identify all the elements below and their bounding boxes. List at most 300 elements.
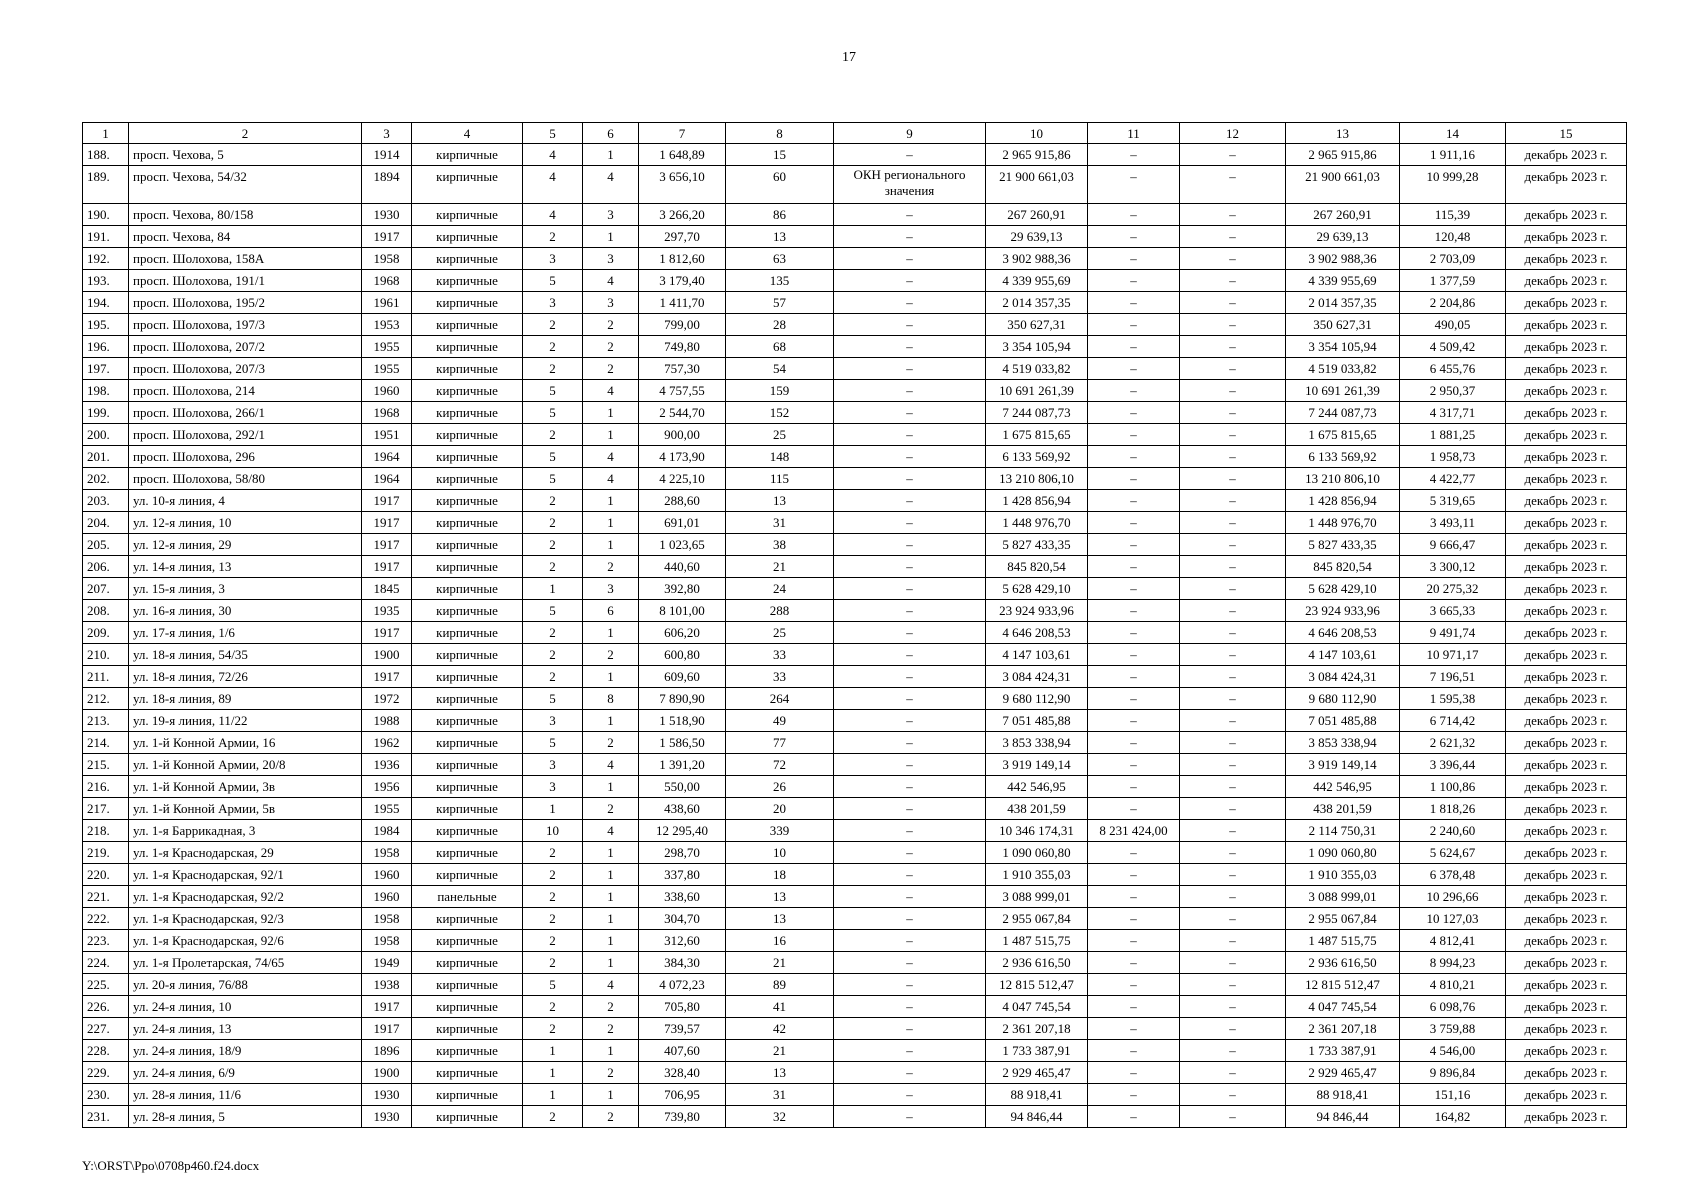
cost-col13-cell: 1 675 815,65	[1286, 424, 1400, 446]
cost-col11-cell: –	[1088, 908, 1180, 930]
residents-cell: 86	[726, 204, 834, 226]
row-number: 196.	[83, 336, 129, 358]
year-cell: 1956	[362, 776, 412, 798]
area-cell: 1 023,65	[639, 534, 726, 556]
cost-col13-cell: 4 339 955,69	[1286, 270, 1400, 292]
area-cell: 1 518,90	[639, 710, 726, 732]
deadline-cell: декабрь 2023 г.	[1506, 512, 1627, 534]
row-number: 208.	[83, 600, 129, 622]
heritage-status-cell: –	[834, 490, 986, 512]
cost-col13-cell: 1 428 856,94	[1286, 490, 1400, 512]
entrances-cell: 2	[583, 336, 639, 358]
total-cost-cell: 3 853 338,94	[986, 732, 1088, 754]
row-number: 218.	[83, 820, 129, 842]
address-cell: просп. Шолохова, 158А	[129, 248, 362, 270]
cost-per-sqm-cell: 1 100,86	[1400, 776, 1506, 798]
floors-cell: 2	[523, 1106, 583, 1128]
cost-col13-cell: 1 448 976,70	[1286, 512, 1400, 534]
cost-col13-cell: 2 955 067,84	[1286, 908, 1400, 930]
cost-col13-cell: 4 147 103,61	[1286, 644, 1400, 666]
table-row	[83, 996, 1627, 1018]
entrances-cell: 6	[583, 600, 639, 622]
year-cell: 1845	[362, 578, 412, 600]
heritage-status-cell: –	[834, 1018, 986, 1040]
address-cell: просп. Шолохова, 195/2	[129, 292, 362, 314]
deadline-cell: декабрь 2023 г.	[1506, 1084, 1627, 1106]
deadline-cell: декабрь 2023 г.	[1506, 490, 1627, 512]
cost-col12-cell: –	[1180, 1106, 1286, 1128]
row-number: 206.	[83, 556, 129, 578]
year-cell: 1917	[362, 512, 412, 534]
row-number: 230.	[83, 1084, 129, 1106]
year-cell: 1900	[362, 644, 412, 666]
wall-material-cell: кирпичные	[412, 864, 523, 886]
row-number: 192.	[83, 248, 129, 270]
heritage-status-cell: –	[834, 776, 986, 798]
table-row	[83, 886, 1627, 908]
cost-col11-cell: –	[1088, 600, 1180, 622]
cost-per-sqm-cell: 6 455,76	[1400, 358, 1506, 380]
cost-col12-cell: –	[1180, 1062, 1286, 1084]
deadline-cell: декабрь 2023 г.	[1506, 622, 1627, 644]
table-row	[83, 930, 1627, 952]
cost-col12-cell: –	[1180, 380, 1286, 402]
row-number: 231.	[83, 1106, 129, 1128]
cost-col11-cell: –	[1088, 358, 1180, 380]
year-cell: 1930	[362, 1084, 412, 1106]
area-cell: 4 757,55	[639, 380, 726, 402]
total-cost-cell: 1 090 060,80	[986, 842, 1088, 864]
total-cost-cell: 1 910 355,03	[986, 864, 1088, 886]
cost-col11-cell: –	[1088, 1018, 1180, 1040]
table-row	[83, 556, 1627, 578]
cost-col12-cell: –	[1180, 468, 1286, 490]
year-cell: 1914	[362, 144, 412, 166]
table-row	[83, 710, 1627, 732]
residents-cell: 31	[726, 512, 834, 534]
address-cell: просп. Шолохова, 207/3	[129, 358, 362, 380]
year-cell: 1958	[362, 842, 412, 864]
area-cell: 1 411,70	[639, 292, 726, 314]
cost-col11-cell: –	[1088, 886, 1180, 908]
area-cell: 298,70	[639, 842, 726, 864]
total-cost-cell: 1 733 387,91	[986, 1040, 1088, 1062]
address-cell: просп. Шолохова, 197/3	[129, 314, 362, 336]
floors-cell: 5	[523, 270, 583, 292]
cost-col12-cell: –	[1180, 886, 1286, 908]
cost-per-sqm-cell: 5 319,65	[1400, 490, 1506, 512]
wall-material-cell: кирпичные	[412, 578, 523, 600]
total-cost-cell: 1 428 856,94	[986, 490, 1088, 512]
cost-per-sqm-cell: 2 950,37	[1400, 380, 1506, 402]
cost-col11-cell: –	[1088, 270, 1180, 292]
residents-cell: 264	[726, 688, 834, 710]
total-cost-cell: 4 646 208,53	[986, 622, 1088, 644]
area-cell: 1 391,20	[639, 754, 726, 776]
column-number-row	[83, 123, 1627, 144]
deadline-cell: декабрь 2023 г.	[1506, 732, 1627, 754]
area-cell: 609,60	[639, 666, 726, 688]
area-cell: 338,60	[639, 886, 726, 908]
table-row	[83, 1062, 1627, 1084]
residents-cell: 31	[726, 1084, 834, 1106]
cost-per-sqm-cell: 2 703,09	[1400, 248, 1506, 270]
total-cost-cell: 29 639,13	[986, 226, 1088, 248]
heritage-status-cell: ОКН регионального значения	[834, 166, 986, 204]
entrances-cell: 1	[583, 144, 639, 166]
residents-cell: 72	[726, 754, 834, 776]
residents-cell: 13	[726, 908, 834, 930]
year-cell: 1961	[362, 292, 412, 314]
area-cell: 600,80	[639, 644, 726, 666]
address-cell: просп. Шолохова, 58/80	[129, 468, 362, 490]
floors-cell: 4	[523, 144, 583, 166]
cost-per-sqm-cell: 9 666,47	[1400, 534, 1506, 556]
cost-col12-cell: –	[1180, 798, 1286, 820]
heritage-status-cell: –	[834, 556, 986, 578]
total-cost-cell: 7 244 087,73	[986, 402, 1088, 424]
cost-col13-cell: 3 902 988,36	[1286, 248, 1400, 270]
address-cell: ул. 1-я Краснодарская, 92/1	[129, 864, 362, 886]
area-cell: 407,60	[639, 1040, 726, 1062]
table-row	[83, 204, 1627, 226]
address-cell: ул. 1-й Конной Армии, 20/8	[129, 754, 362, 776]
cost-col12-cell: –	[1180, 424, 1286, 446]
heritage-status-cell: –	[834, 886, 986, 908]
entrances-cell: 1	[583, 710, 639, 732]
cost-col12-cell: –	[1180, 600, 1286, 622]
floors-cell: 5	[523, 732, 583, 754]
entrances-cell: 1	[583, 952, 639, 974]
deadline-cell: декабрь 2023 г.	[1506, 1062, 1627, 1084]
deadline-cell: декабрь 2023 г.	[1506, 204, 1627, 226]
address-cell: ул. 1-я Краснодарская, 92/2	[129, 886, 362, 908]
area-cell: 328,40	[639, 1062, 726, 1084]
wall-material-cell: кирпичные	[412, 908, 523, 930]
year-cell: 1935	[362, 600, 412, 622]
column-header: 3	[362, 123, 412, 144]
total-cost-cell: 3 902 988,36	[986, 248, 1088, 270]
entrances-cell: 1	[583, 842, 639, 864]
residents-cell: 24	[726, 578, 834, 600]
cost-per-sqm-cell: 3 759,88	[1400, 1018, 1506, 1040]
cost-per-sqm-cell: 490,05	[1400, 314, 1506, 336]
address-cell: ул. 20-я линия, 76/88	[129, 974, 362, 996]
cost-col12-cell: –	[1180, 226, 1286, 248]
residents-cell: 38	[726, 534, 834, 556]
cost-col13-cell: 442 546,95	[1286, 776, 1400, 798]
residents-cell: 15	[726, 144, 834, 166]
heritage-status-cell: –	[834, 534, 986, 556]
area-cell: 691,01	[639, 512, 726, 534]
wall-material-cell: кирпичные	[412, 952, 523, 974]
floors-cell: 3	[523, 292, 583, 314]
cost-per-sqm-cell: 4 317,71	[1400, 402, 1506, 424]
cost-col12-cell: –	[1180, 1084, 1286, 1106]
heritage-status-cell: –	[834, 468, 986, 490]
cost-col11-cell: –	[1088, 144, 1180, 166]
year-cell: 1917	[362, 996, 412, 1018]
deadline-cell: декабрь 2023 г.	[1506, 144, 1627, 166]
deadline-cell: декабрь 2023 г.	[1506, 908, 1627, 930]
wall-material-cell: кирпичные	[412, 204, 523, 226]
area-cell: 4 225,10	[639, 468, 726, 490]
deadline-cell: декабрь 2023 г.	[1506, 270, 1627, 292]
deadline-cell: декабрь 2023 г.	[1506, 578, 1627, 600]
cost-col11-cell: –	[1088, 1062, 1180, 1084]
area-cell: 1 648,89	[639, 144, 726, 166]
deadline-cell: декабрь 2023 г.	[1506, 666, 1627, 688]
wall-material-cell: кирпичные	[412, 930, 523, 952]
column-header: 5	[523, 123, 583, 144]
year-cell: 1917	[362, 556, 412, 578]
residents-cell: 13	[726, 1062, 834, 1084]
entrances-cell: 3	[583, 292, 639, 314]
deadline-cell: декабрь 2023 г.	[1506, 1106, 1627, 1128]
area-cell: 384,30	[639, 952, 726, 974]
cost-col13-cell: 2 965 915,86	[1286, 144, 1400, 166]
residents-cell: 32	[726, 1106, 834, 1128]
cost-col11-cell: –	[1088, 1040, 1180, 1062]
year-cell: 1900	[362, 1062, 412, 1084]
total-cost-cell: 4 047 745,54	[986, 996, 1088, 1018]
floors-cell: 2	[523, 1018, 583, 1040]
table-row	[83, 1018, 1627, 1040]
cost-per-sqm-cell: 10 971,17	[1400, 644, 1506, 666]
address-cell: ул. 24-я линия, 6/9	[129, 1062, 362, 1084]
floors-cell: 1	[523, 1062, 583, 1084]
year-cell: 1955	[362, 336, 412, 358]
deadline-cell: декабрь 2023 г.	[1506, 248, 1627, 270]
row-number: 200.	[83, 424, 129, 446]
entrances-cell: 2	[583, 732, 639, 754]
year-cell: 1917	[362, 490, 412, 512]
entrances-cell: 1	[583, 534, 639, 556]
area-cell: 440,60	[639, 556, 726, 578]
area-cell: 438,60	[639, 798, 726, 820]
cost-col13-cell: 94 846,44	[1286, 1106, 1400, 1128]
address-cell: ул. 1-я Краснодарская, 29	[129, 842, 362, 864]
entrances-cell: 4	[583, 380, 639, 402]
table-row	[83, 270, 1627, 292]
floors-cell: 4	[523, 204, 583, 226]
row-number: 216.	[83, 776, 129, 798]
address-cell: ул. 24-я линия, 18/9	[129, 1040, 362, 1062]
cost-col12-cell: –	[1180, 270, 1286, 292]
entrances-cell: 1	[583, 1040, 639, 1062]
cost-per-sqm-cell: 151,16	[1400, 1084, 1506, 1106]
year-cell: 1988	[362, 710, 412, 732]
wall-material-cell: кирпичные	[412, 380, 523, 402]
column-header: 10	[986, 123, 1088, 144]
total-cost-cell: 4 147 103,61	[986, 644, 1088, 666]
heritage-status-cell: –	[834, 600, 986, 622]
entrances-cell: 2	[583, 358, 639, 380]
year-cell: 1896	[362, 1040, 412, 1062]
row-number: 226.	[83, 996, 129, 1018]
heritage-status-cell: –	[834, 204, 986, 226]
deadline-cell: декабрь 2023 г.	[1506, 864, 1627, 886]
cost-col13-cell: 7 244 087,73	[1286, 402, 1400, 424]
year-cell: 1917	[362, 226, 412, 248]
heritage-status-cell: –	[834, 996, 986, 1018]
area-cell: 705,80	[639, 996, 726, 1018]
row-number: 220.	[83, 864, 129, 886]
address-cell: ул. 12-я линия, 29	[129, 534, 362, 556]
total-cost-cell: 9 680 112,90	[986, 688, 1088, 710]
year-cell: 1960	[362, 886, 412, 908]
floors-cell: 2	[523, 864, 583, 886]
deadline-cell: декабрь 2023 г.	[1506, 446, 1627, 468]
heritage-status-cell: –	[834, 144, 986, 166]
address-cell: ул. 10-я линия, 4	[129, 490, 362, 512]
address-cell: ул. 16-я линия, 30	[129, 600, 362, 622]
total-cost-cell: 350 627,31	[986, 314, 1088, 336]
year-cell: 1953	[362, 314, 412, 336]
heritage-status-cell: –	[834, 644, 986, 666]
deadline-cell: декабрь 2023 г.	[1506, 842, 1627, 864]
cost-col11-cell: –	[1088, 776, 1180, 798]
residents-cell: 28	[726, 314, 834, 336]
column-header: 4	[412, 123, 523, 144]
entrances-cell: 1	[583, 864, 639, 886]
year-cell: 1972	[362, 688, 412, 710]
total-cost-cell: 438 201,59	[986, 798, 1088, 820]
cost-col13-cell: 845 820,54	[1286, 556, 1400, 578]
table-row	[83, 842, 1627, 864]
entrances-cell: 3	[583, 204, 639, 226]
cost-per-sqm-cell: 6 714,42	[1400, 710, 1506, 732]
table-row	[83, 864, 1627, 886]
floors-cell: 2	[523, 930, 583, 952]
cost-col13-cell: 4 646 208,53	[1286, 622, 1400, 644]
address-cell: просп. Шолохова, 266/1	[129, 402, 362, 424]
wall-material-cell: кирпичные	[412, 688, 523, 710]
buildings-table	[82, 122, 1627, 1128]
address-cell: просп. Шолохова, 214	[129, 380, 362, 402]
table-row	[83, 402, 1627, 424]
cost-col12-cell: –	[1180, 644, 1286, 666]
cost-per-sqm-cell: 115,39	[1400, 204, 1506, 226]
wall-material-cell: кирпичные	[412, 226, 523, 248]
residents-cell: 60	[726, 166, 834, 204]
cost-col12-cell: –	[1180, 820, 1286, 842]
total-cost-cell: 5 827 433,35	[986, 534, 1088, 556]
row-number: 210.	[83, 644, 129, 666]
floors-cell: 1	[523, 1084, 583, 1106]
row-number: 198.	[83, 380, 129, 402]
entrances-cell: 1	[583, 1084, 639, 1106]
row-number: 205.	[83, 534, 129, 556]
address-cell: просп. Шолохова, 296	[129, 446, 362, 468]
area-cell: 749,80	[639, 336, 726, 358]
table-row	[83, 358, 1627, 380]
floors-cell: 3	[523, 754, 583, 776]
cost-col11-cell: –	[1088, 754, 1180, 776]
year-cell: 1958	[362, 248, 412, 270]
total-cost-cell: 13 210 806,10	[986, 468, 1088, 490]
deadline-cell: декабрь 2023 г.	[1506, 688, 1627, 710]
entrances-cell: 1	[583, 908, 639, 930]
cost-col11-cell: –	[1088, 314, 1180, 336]
floors-cell: 3	[523, 248, 583, 270]
cost-col13-cell: 438 201,59	[1286, 798, 1400, 820]
row-number: 202.	[83, 468, 129, 490]
floors-cell: 2	[523, 952, 583, 974]
address-cell: просп. Шолохова, 207/2	[129, 336, 362, 358]
table-body	[83, 144, 1627, 1128]
deadline-cell: декабрь 2023 г.	[1506, 1018, 1627, 1040]
address-cell: ул. 28-я линия, 5	[129, 1106, 362, 1128]
cost-col12-cell: –	[1180, 144, 1286, 166]
row-number: 209.	[83, 622, 129, 644]
year-cell: 1958	[362, 930, 412, 952]
floors-cell: 2	[523, 908, 583, 930]
floors-cell: 5	[523, 974, 583, 996]
floors-cell: 2	[523, 842, 583, 864]
residents-cell: 77	[726, 732, 834, 754]
floors-cell: 2	[523, 314, 583, 336]
address-cell: ул. 24-я линия, 13	[129, 1018, 362, 1040]
row-number: 193.	[83, 270, 129, 292]
cost-col11-cell: –	[1088, 380, 1180, 402]
cost-per-sqm-cell: 10 127,03	[1400, 908, 1506, 930]
heritage-status-cell: –	[834, 820, 986, 842]
cost-col11-cell: –	[1088, 952, 1180, 974]
row-number: 195.	[83, 314, 129, 336]
residents-cell: 18	[726, 864, 834, 886]
cost-col11-cell: –	[1088, 798, 1180, 820]
heritage-status-cell: –	[834, 446, 986, 468]
wall-material-cell: кирпичные	[412, 144, 523, 166]
residents-cell: 152	[726, 402, 834, 424]
wall-material-cell: панельные	[412, 886, 523, 908]
total-cost-cell: 3 919 149,14	[986, 754, 1088, 776]
area-cell: 739,80	[639, 1106, 726, 1128]
table-row	[83, 688, 1627, 710]
table-row	[83, 292, 1627, 314]
address-cell: ул. 1-я Краснодарская, 92/6	[129, 930, 362, 952]
cost-per-sqm-cell: 9 896,84	[1400, 1062, 1506, 1084]
cost-per-sqm-cell: 4 546,00	[1400, 1040, 1506, 1062]
row-number: 222.	[83, 908, 129, 930]
residents-cell: 135	[726, 270, 834, 292]
cost-per-sqm-cell: 7 196,51	[1400, 666, 1506, 688]
wall-material-cell: кирпичные	[412, 166, 523, 204]
residents-cell: 41	[726, 996, 834, 1018]
area-cell: 8 101,00	[639, 600, 726, 622]
year-cell: 1917	[362, 1018, 412, 1040]
table-row	[83, 600, 1627, 622]
total-cost-cell: 3 084 424,31	[986, 666, 1088, 688]
deadline-cell: декабрь 2023 г.	[1506, 776, 1627, 798]
wall-material-cell: кирпичные	[412, 754, 523, 776]
area-cell: 757,30	[639, 358, 726, 380]
floors-cell: 2	[523, 556, 583, 578]
entrances-cell: 1	[583, 666, 639, 688]
cost-per-sqm-cell: 3 493,11	[1400, 512, 1506, 534]
cost-col13-cell: 1 487 515,75	[1286, 930, 1400, 952]
cost-col11-cell: –	[1088, 226, 1180, 248]
residents-cell: 26	[726, 776, 834, 798]
cost-col12-cell: –	[1180, 908, 1286, 930]
area-cell: 7 890,90	[639, 688, 726, 710]
wall-material-cell: кирпичные	[412, 732, 523, 754]
area-cell: 900,00	[639, 424, 726, 446]
address-cell: ул. 1-й Конной Армии, 16	[129, 732, 362, 754]
floors-cell: 5	[523, 402, 583, 424]
area-cell: 3 656,10	[639, 166, 726, 204]
